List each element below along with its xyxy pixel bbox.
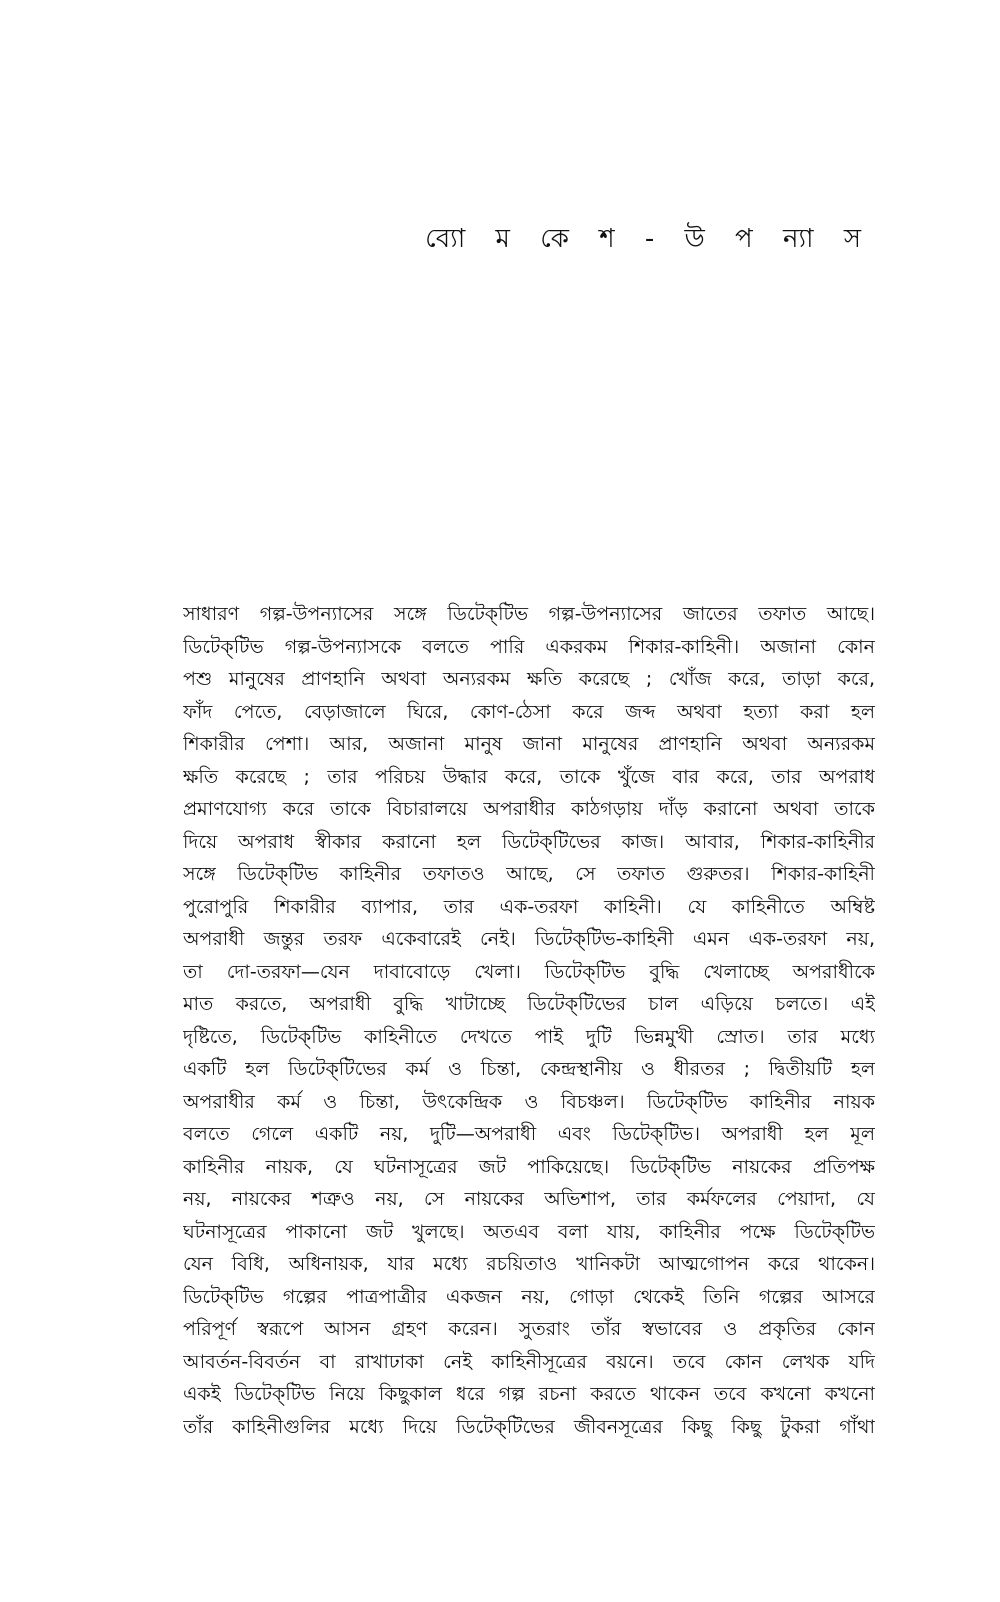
text-line: ডিটেক্‌টিভ গল্প-উপন্যাসকে বলতে পারি একরকম শিকার-কাহিনী। অজানা কোন (183, 635, 875, 658)
body-paragraph (183, 598, 875, 1443)
text-line: আবর্তন-বিবর্তন বা রাখাঢাকা নেই কাহিনীসূত্রের বয়নে। তবে কোন লেখক যদি (183, 1350, 875, 1373)
text-line: নয়, নায়কের শত্রুও নয়, সে নায়কের অভিশাপ, তার কর্মফলের পেয়াদা, যে (183, 1188, 875, 1210)
text-line: ফাঁদ পেতে, বেড়াজালে ঘিরে, কোণ-ঠেসা করে জব্দ অথবা হত্যা করা হল (183, 700, 875, 723)
text-line: পুরোপুরি শিকারীর ব্যাপার, তার এক-তরফা কাহিনী। যে কাহিনীতে অম্বিষ্ট (183, 895, 875, 918)
text-line: ক্ষতি করেছে ; তার পরিচয় উদ্ধার করে, তাকে খুঁজে বার করে, তার অপরাধ (183, 765, 875, 788)
text-line: অপরাধী জন্তুর তরফ একেবারেই নেই। ডিটেক্‌টিভ-কাহিনী এমন এক-তরফা নয়, (183, 928, 875, 950)
text-line: ঘটনাসূত্রের পাকানো জট খুলছে। অতএব বলা যায়, কাহিনীর পক্ষে ডিটেক্‌টিভ (183, 1220, 875, 1243)
text-line: একই ডিটেক্‌টিভ নিয়ে কিছুকাল ধরে গল্প রচনা করতে থাকেন তবে কখনো কখনো (183, 1383, 875, 1405)
text-line: একটি হল ডিটেক্‌টিভের কর্ম ও চিন্তা, কেন্দ্রস্থানীয় ও ধীরতর ; দ্বিতীয়টি হল (183, 1058, 875, 1080)
text-line: দৃষ্টিতে, ডিটেক্‌টিভ কাহিনীতে দেখতে পাই দুটি ভিন্নমুখী স্রোত। তার মধ্যে (183, 1025, 875, 1048)
text-line: সাধারণ গল্প-উপন্যাসের সঙ্গে ডিটেক্‌টিভ গল্প-উপন্যাসের জাতের তফাত আছে। (183, 603, 875, 625)
text-line: সঙ্গে ডিটেক্‌টিভ কাহিনীর তফাতও আছে, সে তফাত গুরুতর। শিকার-কাহিনী (183, 863, 875, 885)
text-line: তা দো-তরফা—যেন দাবাবোড়ে খেলা। ডিটেক্‌টিভ বুদ্ধি খেলাচ্ছে অপরাধীকে (183, 960, 875, 983)
text-line: কাহিনীর নায়ক, যে ঘটনাসূত্রের জট পাকিয়েছে। ডিটেক্‌টিভ নায়কের প্রতিপক্ষ (183, 1155, 875, 1178)
text-line: মাত করতে, অপরাধী বুদ্ধি খাটাচ্ছে ডিটেক্‌টিভের চাল এড়িয়ে চলতে। এই (183, 993, 875, 1015)
text-line: বলতে গেলে একটি নয়, দুটি—অপরাধী এবং ডিটেক্‌টিভ। অপরাধী হল মূল (183, 1123, 875, 1145)
text-line: ডিটেক্‌টিভ গল্পের পাত্রপাত্রীর একজন নয়, গোড়া থেকেই তিনি গল্পের আসরে (183, 1285, 875, 1308)
text-line: পরিপূর্ণ স্বরূপে আসন গ্রহণ করেন। সুতরাং তাঁর স্বভাবের ও প্রকৃতির কোন (183, 1318, 875, 1340)
running-title: ব্যো ম কে শ - উ প ন্যা স (425, 224, 872, 254)
text-line: দিয়ে অপরাধ স্বীকার করানো হল ডিটেক্‌টিভের কাজ। আবার, শিকার-কাহিনীর (183, 830, 875, 853)
text-line: তাঁর কাহিনীগুলির মধ্যে দিয়ে ডিটেক্‌টিভের জীবনসূত্রের কিছু কিছু টুকরা গাঁথা (183, 1415, 875, 1438)
text-line: পশু মানুষের প্রাণহানি অথবা অন্যরকম ক্ষতি করেছে ; খোঁজ করে, তাড়া করে, (183, 668, 875, 690)
text-line: প্রমাণযোগ্য করে তাকে বিচারালয়ে অপরাধীর কাঠগড়ায় দাঁড় করানো অথবা তাকে (183, 798, 875, 820)
text-line: অপরাধীর কর্ম ও চিন্তা, উৎকেন্দ্রিক ও বিচঞ্চল। ডিটেক্‌টিভ কাহিনীর নায়ক (183, 1090, 875, 1113)
text-line: যেন বিধি, অধিনায়ক, যার মধ্যে রচয়িতাও খানিকটা আত্মগোপন করে থাকেন। (183, 1253, 875, 1275)
text-line: শিকারীর পেশা। আর, অজানা মানুষ জানা মানুষের প্রাণহানি অথবা অন্যরকম (183, 733, 875, 755)
